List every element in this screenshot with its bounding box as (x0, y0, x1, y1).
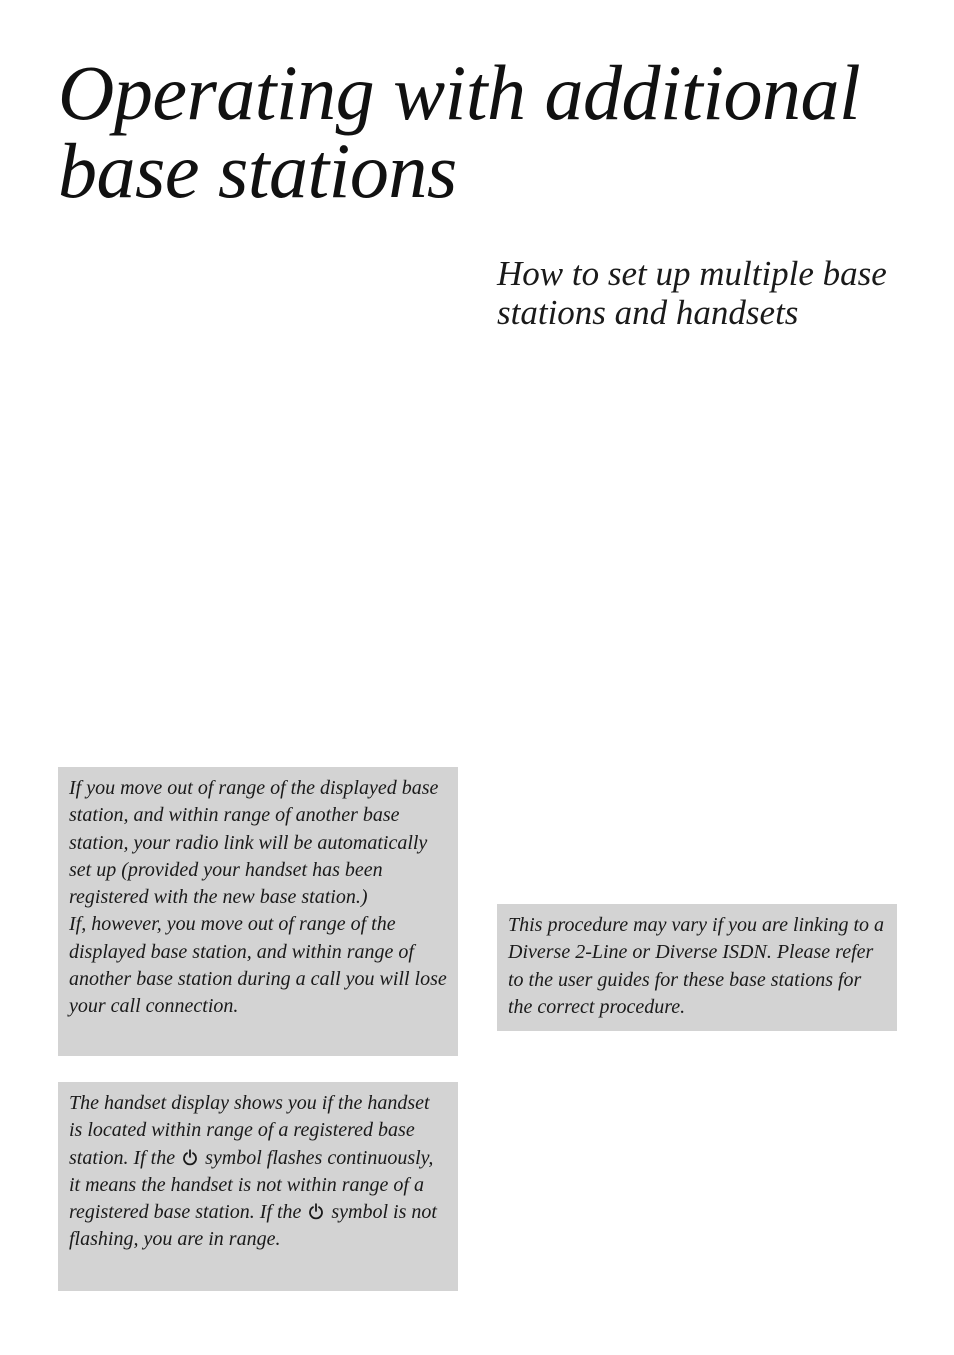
procedure-note-box (497, 904, 897, 1031)
display-note-text-1: The handset display shows you if the handset is located within range of a registered base station. If the (69, 1092, 430, 1169)
section-subtitle-line-2: stations and handsets (497, 293, 799, 332)
display-note-text-3: symbol is not flashing, you are in range. (69, 1201, 437, 1251)
range-note-box (58, 767, 458, 1056)
display-note-box (58, 1082, 458, 1291)
power-symbol-icon (308, 1201, 324, 1218)
page-title-line-2: base stations (58, 127, 457, 214)
display-note-paragraph (69, 1090, 447, 1254)
power-symbol-icon (182, 1147, 198, 1164)
display-note-text-2: symbol flashes continuously, it means the handset is not within range of a registered base station. If the (69, 1146, 434, 1224)
section-subtitle-line-1: How to set up multiple base (497, 254, 887, 293)
range-note-paragraph-1: If you move out of range of the displayed base station, and within range of another base station, your radio link will be automatically set up (provided your handset has been registered with the new base station.) (69, 777, 439, 909)
section-subtitle (497, 254, 917, 332)
procedure-note-text: This procedure may vary if you are linking to a Diverse 2-Line or Diverse ISDN. Please refer to the user guides for these base stations for the correct procedure. (508, 914, 885, 1018)
page-title-line-1: Operating with additional (58, 49, 861, 136)
range-note-paragraph-2: If, however, you move out of range of the displayed base station, and within range of another base station during a call you will lose your call connection. (69, 913, 447, 1018)
page-title (58, 49, 918, 214)
